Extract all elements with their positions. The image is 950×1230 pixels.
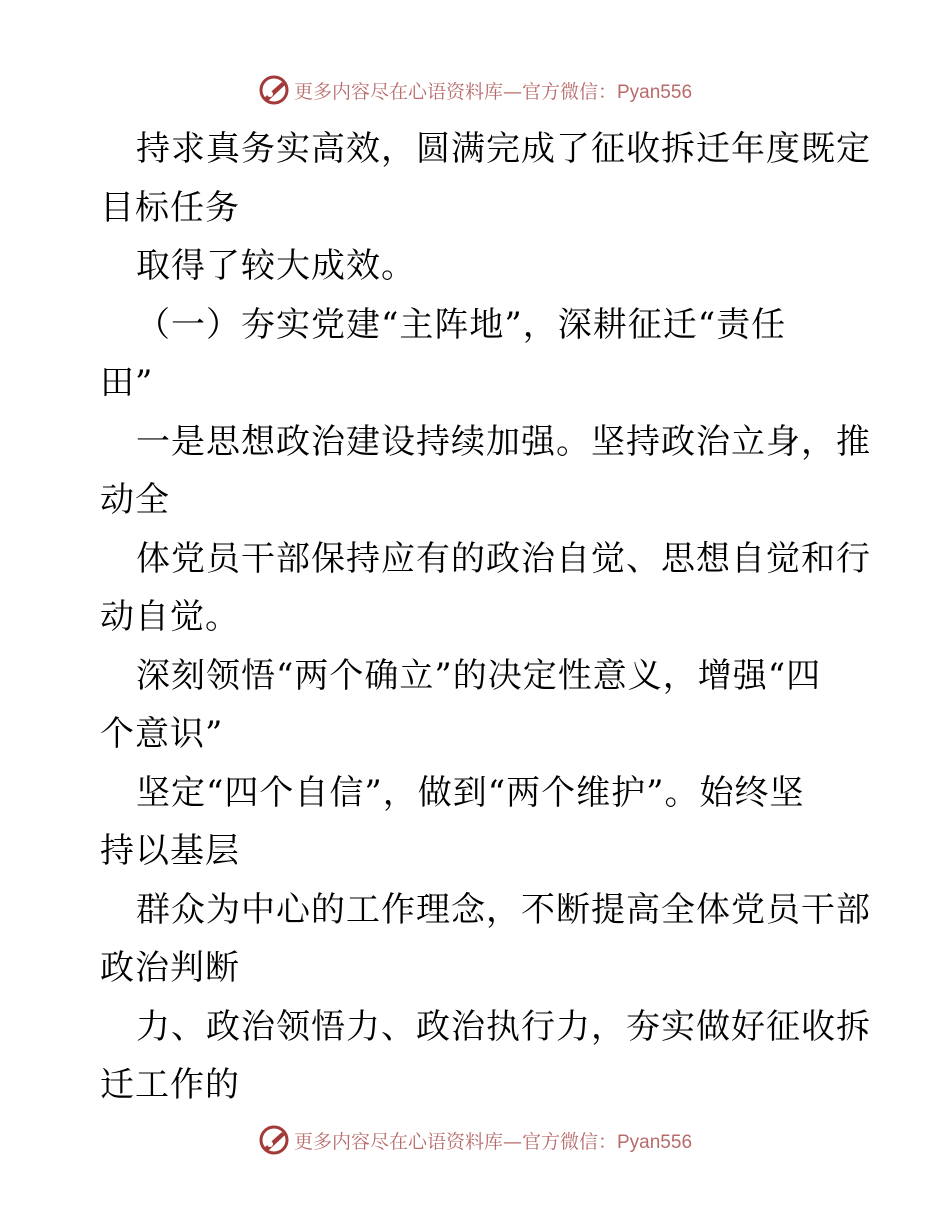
body-line: 迁工作的 <box>100 1065 240 1105</box>
body-line: 目标任务 <box>100 187 240 228</box>
body-line: 持以基层 <box>100 831 240 871</box>
logo-icon <box>258 74 290 106</box>
body-line: 持求真务实高效，圆满完成了征收拆迁年度既定 <box>136 129 871 169</box>
body-line: 坚定“四个自信”，做到“两个维护”。始终坚 <box>136 772 805 813</box>
wechat-id: Pyan556 <box>617 1131 693 1153</box>
body-line: （一）夯实党建“主阵地”，深耕征迁“责任 <box>136 304 787 345</box>
body-line: 一是思想政治建设持续加强。坚持政治立身，推 <box>136 421 871 462</box>
body-line: 政治判断 <box>100 948 240 988</box>
body-line: 个意识” <box>100 714 224 754</box>
watermark-label: 更多内容尽在心语资料库—官方微信：Pyan556 <box>293 1130 693 1153</box>
body-line: 群众为中心的工作理念，不断提高全体党员干部 <box>136 889 871 930</box>
body-line: 体党员干部保持应有的政治自觉、思想自觉和行 <box>136 538 871 579</box>
body-line: 田” <box>100 363 154 403</box>
logo-icon <box>258 1124 290 1156</box>
body-line: 深刻领悟“两个确立”的决定性意义，增强“四 <box>136 655 822 696</box>
wechat-id: Pyan556 <box>617 81 693 103</box>
body-line: 动自觉。 <box>100 597 240 637</box>
body-line: 力、政治领悟力、政治执行力，夯实做好征收拆 <box>136 1006 871 1047</box>
header-watermark-banner <box>0 70 950 110</box>
document-body <box>100 120 871 1115</box>
body-line: 动全 <box>100 480 170 520</box>
footer-watermark-banner <box>0 1120 950 1160</box>
watermark-label: 更多内容尽在心语资料库—官方微信：Pyan556 <box>293 80 693 103</box>
body-line: 取得了较大成效。 <box>136 246 416 286</box>
